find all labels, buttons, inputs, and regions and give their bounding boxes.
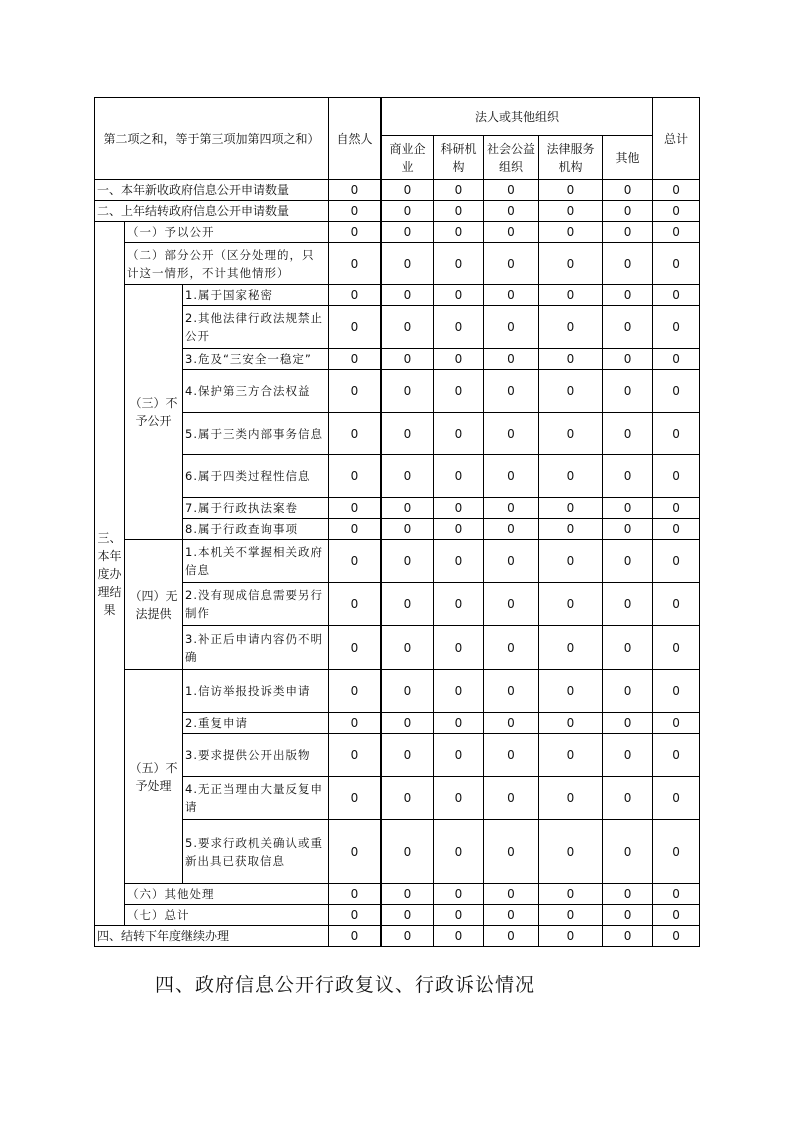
cell-value: 0	[434, 370, 484, 413]
table-body	[95, 98, 700, 947]
cell-value: 0	[539, 222, 603, 243]
header-social-welfare: 社会公益组织	[484, 136, 539, 180]
row-label: 1.本机关不掌握相关政府信息	[183, 540, 329, 583]
cell-value: 0	[603, 349, 653, 370]
table-row	[95, 884, 700, 905]
row-label: 7.属于行政执法案卷	[183, 498, 329, 519]
cell-value: 0	[434, 734, 484, 777]
cell-value: 0	[382, 455, 434, 498]
section-three-label: 三、本年度办理结果	[95, 222, 125, 926]
cell-value: 0	[653, 201, 700, 222]
cell-value: 0	[382, 498, 434, 519]
table-row	[95, 455, 700, 498]
header-research: 科研机构	[434, 136, 484, 180]
cell-value: 0	[603, 820, 653, 884]
cell-value: 0	[382, 713, 434, 734]
cell-value: 0	[653, 222, 700, 243]
cell-value: 0	[484, 306, 539, 349]
table-row	[95, 820, 700, 884]
cell-value: 0	[539, 583, 603, 626]
cell-value: 0	[329, 926, 381, 947]
cell-value: 0	[329, 540, 381, 583]
cell-value: 0	[434, 201, 484, 222]
cell-value: 0	[382, 820, 434, 884]
table-row	[95, 413, 700, 455]
row-label: （一）予以公开	[125, 222, 329, 243]
cell-value: 0	[434, 413, 484, 455]
cell-value: 0	[484, 370, 539, 413]
table-row	[95, 243, 700, 285]
cell-value: 0	[329, 370, 381, 413]
row-label: 1.属于国家秘密	[183, 285, 329, 306]
cell-value: 0	[329, 905, 381, 926]
cell-value: 0	[603, 180, 653, 201]
cell-value: 0	[434, 884, 484, 905]
cell-value: 0	[484, 713, 539, 734]
cell-value: 0	[603, 222, 653, 243]
cell-value: 0	[484, 670, 539, 713]
cell-value: 0	[329, 519, 381, 540]
cell-value: 0	[484, 180, 539, 201]
cell-value: 0	[434, 626, 484, 670]
row-label: 四、结转下年度继续办理	[95, 926, 329, 947]
cell-value: 0	[434, 777, 484, 820]
cell-value: 0	[382, 201, 434, 222]
cell-value: 0	[434, 519, 484, 540]
cell-value: 0	[434, 222, 484, 243]
table-row	[95, 201, 700, 222]
section-title: 四、政府信息公开行政复议、行政诉讼情况	[155, 974, 536, 996]
cell-value: 0	[603, 370, 653, 413]
cell-value: 0	[539, 905, 603, 926]
cell-value: 0	[653, 498, 700, 519]
table-row	[95, 905, 700, 926]
cell-value: 0	[653, 626, 700, 670]
cell-value: 0	[603, 713, 653, 734]
header-caption: 第二项之和，等于第三项加第四项之和）	[95, 98, 329, 180]
cell-value: 0	[382, 583, 434, 626]
row-label: 4.保护第三方合法权益	[183, 370, 329, 413]
cell-value: 0	[539, 243, 603, 285]
cell-value: 0	[603, 583, 653, 626]
row-label: （二）部分公开（区分处理的，只计这一情形，不计其他情形）	[125, 243, 329, 285]
cell-value: 0	[329, 583, 381, 626]
cell-value: 0	[653, 243, 700, 285]
header-natural-person: 自然人	[329, 98, 381, 180]
cell-value: 0	[484, 884, 539, 905]
row-label: （七）总计	[125, 905, 329, 926]
row-label: 二、上年结转政府信息公开申请数量	[95, 201, 329, 222]
cell-value: 0	[434, 455, 484, 498]
cell-value: 0	[484, 734, 539, 777]
cell-value: 0	[539, 626, 603, 670]
cell-value: 0	[539, 670, 603, 713]
cell-value: 0	[653, 670, 700, 713]
table-row	[95, 670, 700, 713]
cell-value: 0	[653, 734, 700, 777]
cell-value: 0	[653, 285, 700, 306]
cell-value: 0	[653, 777, 700, 820]
cell-value: 0	[653, 455, 700, 498]
cell-value: 0	[329, 734, 381, 777]
cell-value: 0	[539, 201, 603, 222]
cell-value: 0	[329, 713, 381, 734]
cell-value: 0	[382, 413, 434, 455]
cell-value: 0	[653, 884, 700, 905]
cell-value: 0	[539, 820, 603, 884]
table-row	[95, 306, 700, 349]
header-other: 其他	[603, 136, 653, 180]
cell-value: 0	[382, 905, 434, 926]
cell-value: 0	[382, 180, 434, 201]
cell-value: 0	[382, 243, 434, 285]
cell-value: 0	[329, 820, 381, 884]
cell-value: 0	[539, 777, 603, 820]
cell-value: 0	[329, 201, 381, 222]
cell-value: 0	[539, 455, 603, 498]
header-legal-service: 法律服务机构	[539, 136, 603, 180]
cell-value: 0	[484, 926, 539, 947]
cell-value: 0	[382, 285, 434, 306]
header-legal-group: 法人或其他组织	[382, 98, 653, 136]
cell-value: 0	[484, 455, 539, 498]
cell-value: 0	[434, 905, 484, 926]
cell-value: 0	[434, 349, 484, 370]
row-label: 3.危及“三安全一稳定”	[183, 349, 329, 370]
cell-value: 0	[653, 820, 700, 884]
cell-value: 0	[539, 540, 603, 583]
row-label: 3.补正后申请内容仍不明确	[183, 626, 329, 670]
cell-value: 0	[382, 370, 434, 413]
cell-value: 0	[539, 519, 603, 540]
cell-value: 0	[484, 243, 539, 285]
no-process-label: （五）不予处理	[125, 670, 183, 884]
cell-value: 0	[603, 285, 653, 306]
cell-value: 0	[484, 222, 539, 243]
row-label: 2.重复申请	[183, 713, 329, 734]
cell-value: 0	[484, 820, 539, 884]
row-label: 5.要求行政机关确认或重新出具已获取信息	[183, 820, 329, 884]
cell-value: 0	[484, 519, 539, 540]
cell-value: 0	[329, 285, 381, 306]
row-label: 6.属于四类过程性信息	[183, 455, 329, 498]
header-total: 总计	[653, 98, 700, 180]
table-row	[95, 777, 700, 820]
table-row	[95, 498, 700, 519]
cell-value: 0	[382, 540, 434, 583]
cell-value: 0	[329, 180, 381, 201]
cell-value: 0	[329, 498, 381, 519]
cell-value: 0	[434, 820, 484, 884]
cell-value: 0	[603, 306, 653, 349]
cell-value: 0	[434, 498, 484, 519]
cell-value: 0	[382, 519, 434, 540]
cell-value: 0	[382, 777, 434, 820]
cell-value: 0	[603, 626, 653, 670]
cell-value: 0	[653, 540, 700, 583]
cell-value: 0	[603, 777, 653, 820]
table-row	[95, 583, 700, 626]
cell-value: 0	[329, 413, 381, 455]
cell-value: 0	[539, 349, 603, 370]
cell-value: 0	[434, 285, 484, 306]
cell-value: 0	[653, 306, 700, 349]
cell-value: 0	[539, 413, 603, 455]
cell-value: 0	[382, 926, 434, 947]
table-row	[95, 180, 700, 201]
row-label: 2.没有现成信息需要另行制作	[183, 583, 329, 626]
cell-value: 0	[653, 413, 700, 455]
statistics-table	[94, 97, 700, 947]
table-row	[95, 370, 700, 413]
table-row	[95, 626, 700, 670]
cell-value: 0	[484, 626, 539, 670]
cell-value: 0	[539, 884, 603, 905]
cell-value: 0	[539, 285, 603, 306]
cell-value: 0	[434, 713, 484, 734]
cell-value: 0	[603, 540, 653, 583]
cell-value: 0	[382, 734, 434, 777]
cell-value: 0	[603, 905, 653, 926]
cell-value: 0	[329, 777, 381, 820]
cell-value: 0	[653, 583, 700, 626]
header-commercial: 商业企业	[382, 136, 434, 180]
cell-value: 0	[329, 222, 381, 243]
table-row	[95, 540, 700, 583]
cell-value: 0	[329, 455, 381, 498]
row-label: （六）其他处理	[125, 884, 329, 905]
cell-value: 0	[603, 201, 653, 222]
cell-value: 0	[653, 349, 700, 370]
cell-value: 0	[539, 734, 603, 777]
cell-value: 0	[382, 884, 434, 905]
cell-value: 0	[539, 306, 603, 349]
cell-value: 0	[539, 370, 603, 413]
cell-value: 0	[329, 243, 381, 285]
cell-value: 0	[539, 713, 603, 734]
cell-value: 0	[329, 626, 381, 670]
cell-value: 0	[653, 713, 700, 734]
row-label: 1.信访举报投诉类申请	[183, 670, 329, 713]
table-row	[95, 285, 700, 306]
cell-value: 0	[382, 306, 434, 349]
not-open-label: （三）不予公开	[125, 285, 183, 540]
table-row	[95, 222, 700, 243]
cell-value: 0	[329, 670, 381, 713]
row-label: 一、本年新收政府信息公开申请数量	[95, 180, 329, 201]
cell-value: 0	[329, 884, 381, 905]
cell-value: 0	[484, 285, 539, 306]
cell-value: 0	[539, 180, 603, 201]
cell-value: 0	[603, 519, 653, 540]
row-label: 4.无正当理由大量反复申请	[183, 777, 329, 820]
cell-value: 0	[603, 243, 653, 285]
cell-value: 0	[382, 670, 434, 713]
cell-value: 0	[603, 498, 653, 519]
cell-value: 0	[653, 370, 700, 413]
cell-value: 0	[603, 884, 653, 905]
cell-value: 0	[603, 455, 653, 498]
cannot-provide-label: （四）无法提供	[125, 540, 183, 670]
cell-value: 0	[434, 306, 484, 349]
cell-value: 0	[603, 670, 653, 713]
cell-value: 0	[329, 349, 381, 370]
cell-value: 0	[539, 498, 603, 519]
table-row	[95, 734, 700, 777]
cell-value: 0	[484, 201, 539, 222]
cell-value: 0	[653, 180, 700, 201]
cell-value: 0	[434, 540, 484, 583]
cell-value: 0	[484, 413, 539, 455]
cell-value: 0	[603, 413, 653, 455]
row-label: 5.属于三类内部事务信息	[183, 413, 329, 455]
table-row	[95, 349, 700, 370]
cell-value: 0	[382, 222, 434, 243]
cell-value: 0	[603, 734, 653, 777]
cell-value: 0	[484, 905, 539, 926]
cell-value: 0	[434, 243, 484, 285]
cell-value: 0	[653, 905, 700, 926]
cell-value: 0	[434, 670, 484, 713]
cell-value: 0	[484, 498, 539, 519]
cell-value: 0	[434, 583, 484, 626]
cell-value: 0	[484, 349, 539, 370]
cell-value: 0	[539, 926, 603, 947]
row-label: 2.其他法律行政法规禁止公开	[183, 306, 329, 349]
row-label: 8.属于行政查询事项	[183, 519, 329, 540]
table-row	[95, 926, 700, 947]
cell-value: 0	[653, 926, 700, 947]
cell-value: 0	[484, 540, 539, 583]
cell-value: 0	[382, 626, 434, 670]
cell-value: 0	[434, 180, 484, 201]
cell-value: 0	[603, 926, 653, 947]
cell-value: 0	[484, 583, 539, 626]
cell-value: 0	[484, 777, 539, 820]
cell-value: 0	[434, 926, 484, 947]
table-row	[95, 519, 700, 540]
cell-value: 0	[329, 306, 381, 349]
row-label: 3.要求提供公开出版物	[183, 734, 329, 777]
cell-value: 0	[382, 349, 434, 370]
table-row	[95, 713, 700, 734]
cell-value: 0	[653, 519, 700, 540]
